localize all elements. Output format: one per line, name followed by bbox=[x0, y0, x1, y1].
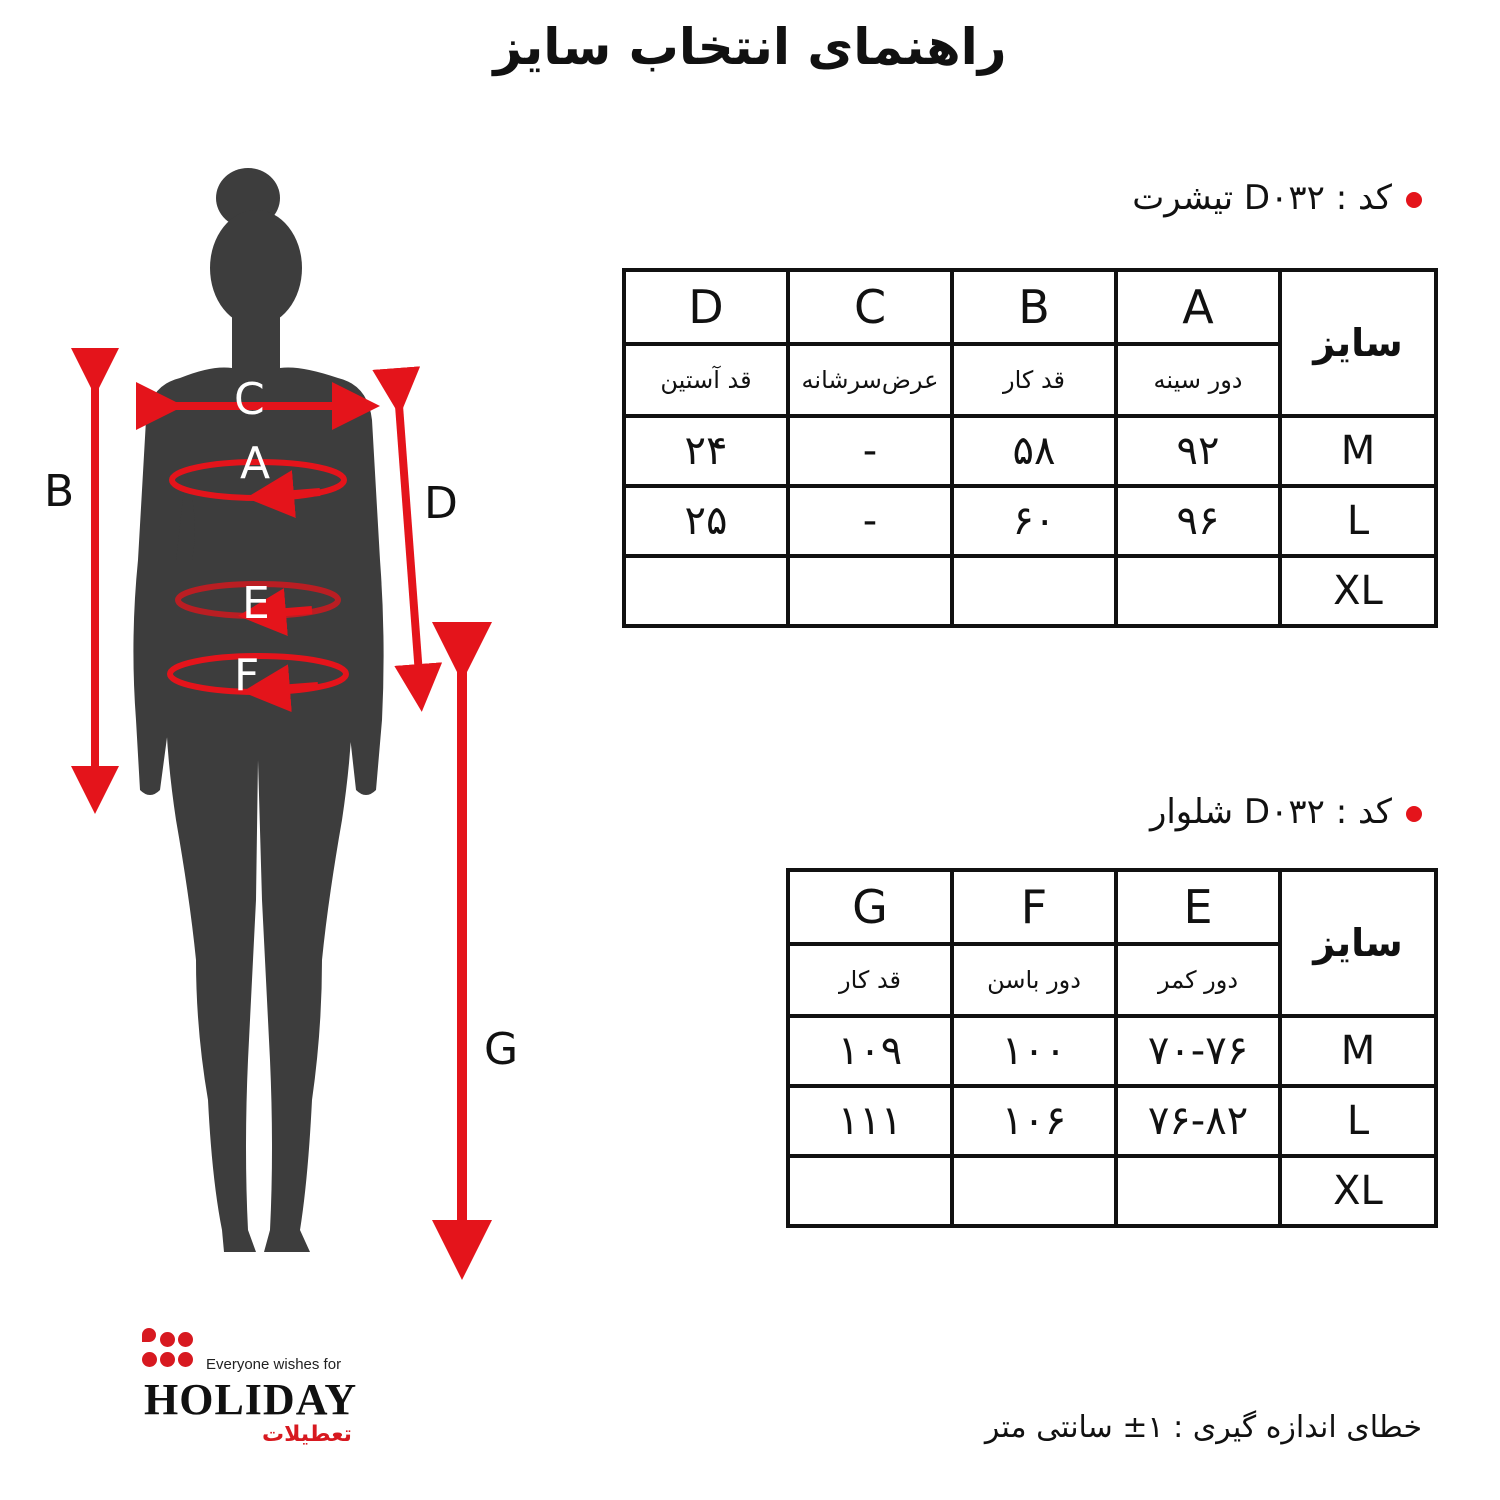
tshirt-size-table bbox=[622, 268, 1438, 628]
column-label: دور سینه bbox=[1116, 344, 1280, 416]
bullet-icon bbox=[1406, 806, 1422, 822]
table-cell: ۲۵ bbox=[624, 486, 788, 556]
pants-code-label: کد : D۰۳۲ شلوار bbox=[1149, 792, 1392, 832]
column-letter: D bbox=[624, 270, 788, 344]
size-header: سایز bbox=[1280, 270, 1436, 416]
column-letter: B bbox=[952, 270, 1116, 344]
label-e: E bbox=[242, 578, 270, 629]
column-letter: G bbox=[788, 870, 952, 944]
table-cell: ۷۰-۷۶ bbox=[1116, 1016, 1280, 1086]
size-cell: XL bbox=[1280, 1156, 1436, 1226]
label-g: G bbox=[484, 1024, 519, 1075]
size-cell: L bbox=[1280, 486, 1436, 556]
holiday-logo bbox=[142, 1322, 382, 1452]
column-letter: F bbox=[952, 870, 1116, 944]
measurement-note: خطای اندازه گیری : ۱± سانتی متر bbox=[984, 1410, 1422, 1445]
table-cell: ۶۰ bbox=[952, 486, 1116, 556]
label-b: B bbox=[44, 466, 75, 517]
column-label: عرض‌سرشانه bbox=[788, 344, 952, 416]
table-cell: ۱۰۹ bbox=[788, 1016, 952, 1086]
table-cell: - bbox=[788, 486, 952, 556]
table-row bbox=[788, 1156, 1436, 1226]
table-cell bbox=[952, 556, 1116, 626]
table-header-row bbox=[788, 870, 1436, 944]
silhouette bbox=[133, 168, 383, 1252]
size-cell: XL bbox=[1280, 556, 1436, 626]
pants-size-table bbox=[786, 868, 1438, 1228]
label-d: D bbox=[424, 478, 458, 529]
table-cell bbox=[788, 1156, 952, 1226]
size-cell: L bbox=[1280, 1086, 1436, 1156]
table-cell: - bbox=[788, 416, 952, 486]
column-letter: E bbox=[1116, 870, 1280, 944]
table-cell bbox=[788, 556, 952, 626]
table-cell: ۹۶ bbox=[1116, 486, 1280, 556]
size-header: سایز bbox=[1280, 870, 1436, 1016]
body-figure bbox=[0, 0, 560, 1300]
table-cell bbox=[1116, 556, 1280, 626]
column-label: قد کار bbox=[952, 344, 1116, 416]
table-row bbox=[624, 556, 1436, 626]
logo-brand: HOLIDAY bbox=[144, 1375, 358, 1424]
column-label: قد آستین bbox=[624, 344, 788, 416]
size-cell: M bbox=[1280, 1016, 1436, 1086]
table-cell bbox=[952, 1156, 1116, 1226]
table-row bbox=[788, 1016, 1436, 1086]
table-cell: ۲۴ bbox=[624, 416, 788, 486]
table-cell: ۷۶-۸۲ bbox=[1116, 1086, 1280, 1156]
pants-code bbox=[1150, 792, 1422, 832]
label-a: A bbox=[240, 438, 271, 489]
column-letter: C bbox=[788, 270, 952, 344]
table-cell: ۱۰۰ bbox=[952, 1016, 1116, 1086]
logo-brand-fa: تعطیلات bbox=[262, 1422, 352, 1447]
table-cell bbox=[624, 556, 788, 626]
table-cell: ۹۲ bbox=[1116, 416, 1280, 486]
table-cell bbox=[1116, 1156, 1280, 1226]
table-cell: ۵۸ bbox=[952, 416, 1116, 486]
tshirt-code bbox=[1132, 178, 1422, 218]
table-row bbox=[624, 416, 1436, 486]
column-label: قد کار bbox=[788, 944, 952, 1016]
column-label: دور کمر bbox=[1116, 944, 1280, 1016]
table-row bbox=[788, 1086, 1436, 1156]
size-cell: M bbox=[1280, 416, 1436, 486]
page-title: راهنمای انتخاب سایز bbox=[493, 18, 1007, 76]
label-c: C bbox=[234, 374, 265, 425]
bullet-icon bbox=[1406, 192, 1422, 208]
logo-tagline: Everyone wishes for bbox=[206, 1356, 342, 1373]
table-row bbox=[624, 486, 1436, 556]
table-cell: ۱۱۱ bbox=[788, 1086, 952, 1156]
column-label: دور باسن bbox=[952, 944, 1116, 1016]
tshirt-code-label: کد : D۰۳۲ تیشرت bbox=[1132, 178, 1392, 218]
table-header-row bbox=[624, 270, 1436, 344]
arrow-d bbox=[398, 392, 420, 688]
table-cell: ۱۰۶ bbox=[952, 1086, 1116, 1156]
column-letter: A bbox=[1116, 270, 1280, 344]
label-f: F bbox=[234, 650, 260, 701]
